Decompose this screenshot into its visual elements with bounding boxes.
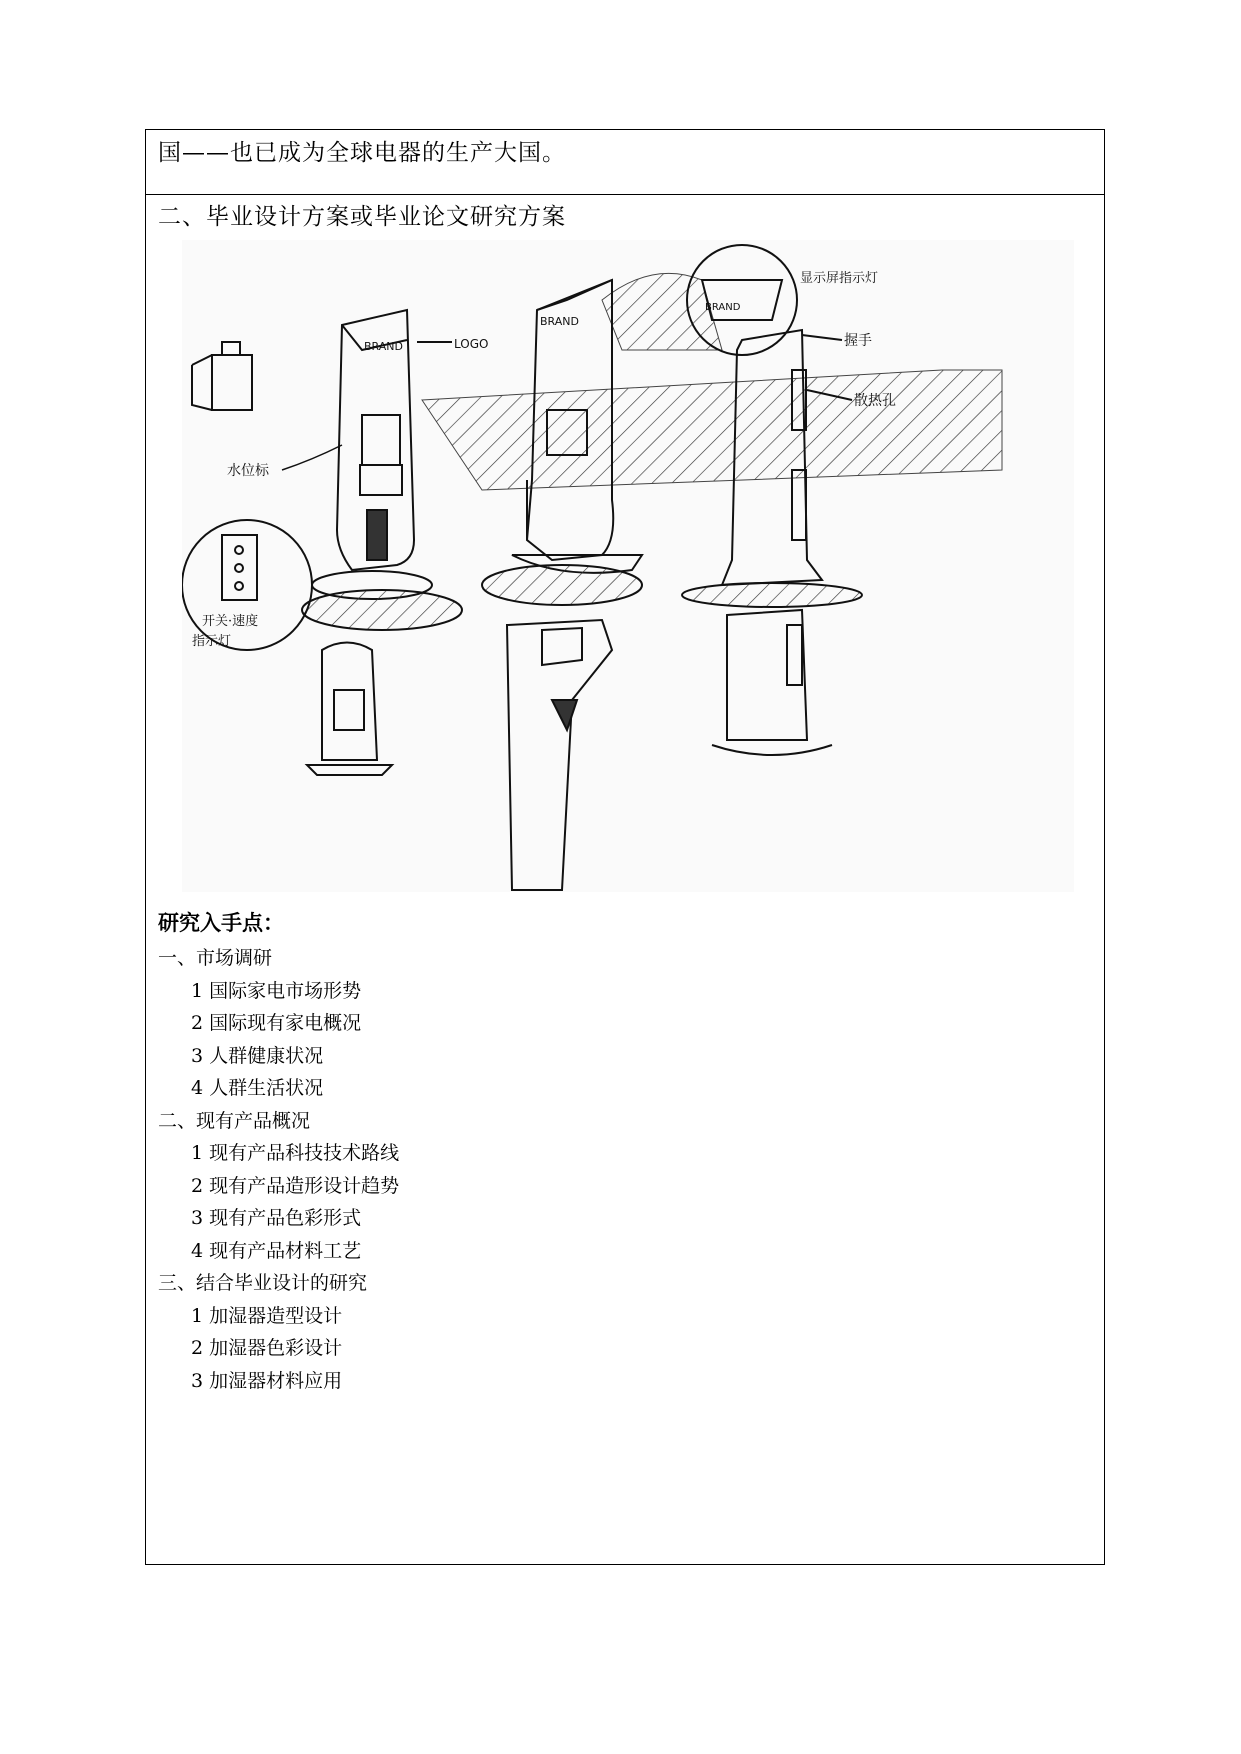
outline-heading: 一、市场调研 bbox=[158, 947, 273, 969]
outline-item: 2 现有产品造形设计趋势 bbox=[191, 1174, 400, 1197]
outline-item: 2 加湿器色彩设计 bbox=[191, 1337, 343, 1359]
logo-label: LOGO bbox=[454, 337, 489, 351]
continued-paragraph: 国——也已成为全球电器的生产大国。 bbox=[158, 140, 566, 166]
outline-item: 1 加湿器造型设计 bbox=[191, 1304, 343, 1327]
table-row-divider bbox=[145, 194, 1105, 195]
outline-heading: 三、结合毕业设计的研究 bbox=[158, 1272, 368, 1294]
outline-item: 3 加湿器材料应用 bbox=[191, 1369, 343, 1392]
research-focus-heading: 研究入手点： bbox=[158, 911, 284, 935]
water-level-label: 水位标 bbox=[227, 463, 269, 479]
brand-label-top: BRAND bbox=[705, 302, 741, 313]
display-screen-label: 显示屏指示灯 bbox=[800, 271, 879, 286]
speed-label-1: 开关·速度 bbox=[202, 614, 259, 629]
outline-item: 2 国际现有家电概况 bbox=[191, 1012, 362, 1034]
brand-label-front: BRAND bbox=[364, 340, 403, 353]
speed-label-2: 指示灯 bbox=[192, 634, 232, 649]
outline-item: 4 人群生活状况 bbox=[191, 1077, 324, 1099]
outline-item: 1 现有产品科技技术路线 bbox=[191, 1142, 400, 1164]
outline-item: 1 国际家电市场形势 bbox=[191, 979, 362, 1002]
heat-vent-label: 散热孔 bbox=[854, 393, 896, 409]
brand-label-angled: BRAND bbox=[540, 315, 579, 328]
handle-label: 握手 bbox=[844, 333, 872, 349]
product-sketch-image bbox=[182, 240, 1074, 892]
outline-heading: 二、现有产品概况 bbox=[158, 1109, 311, 1132]
outline-item: 3 人群健康状况 bbox=[191, 1044, 324, 1067]
section-title: 二、毕业设计方案或毕业论文研究方案 bbox=[158, 204, 566, 230]
research-outline bbox=[158, 942, 399, 1397]
outline-item: 4 现有产品材料工艺 bbox=[191, 1239, 362, 1262]
outline-item: 3 现有产品色彩形式 bbox=[191, 1207, 362, 1229]
